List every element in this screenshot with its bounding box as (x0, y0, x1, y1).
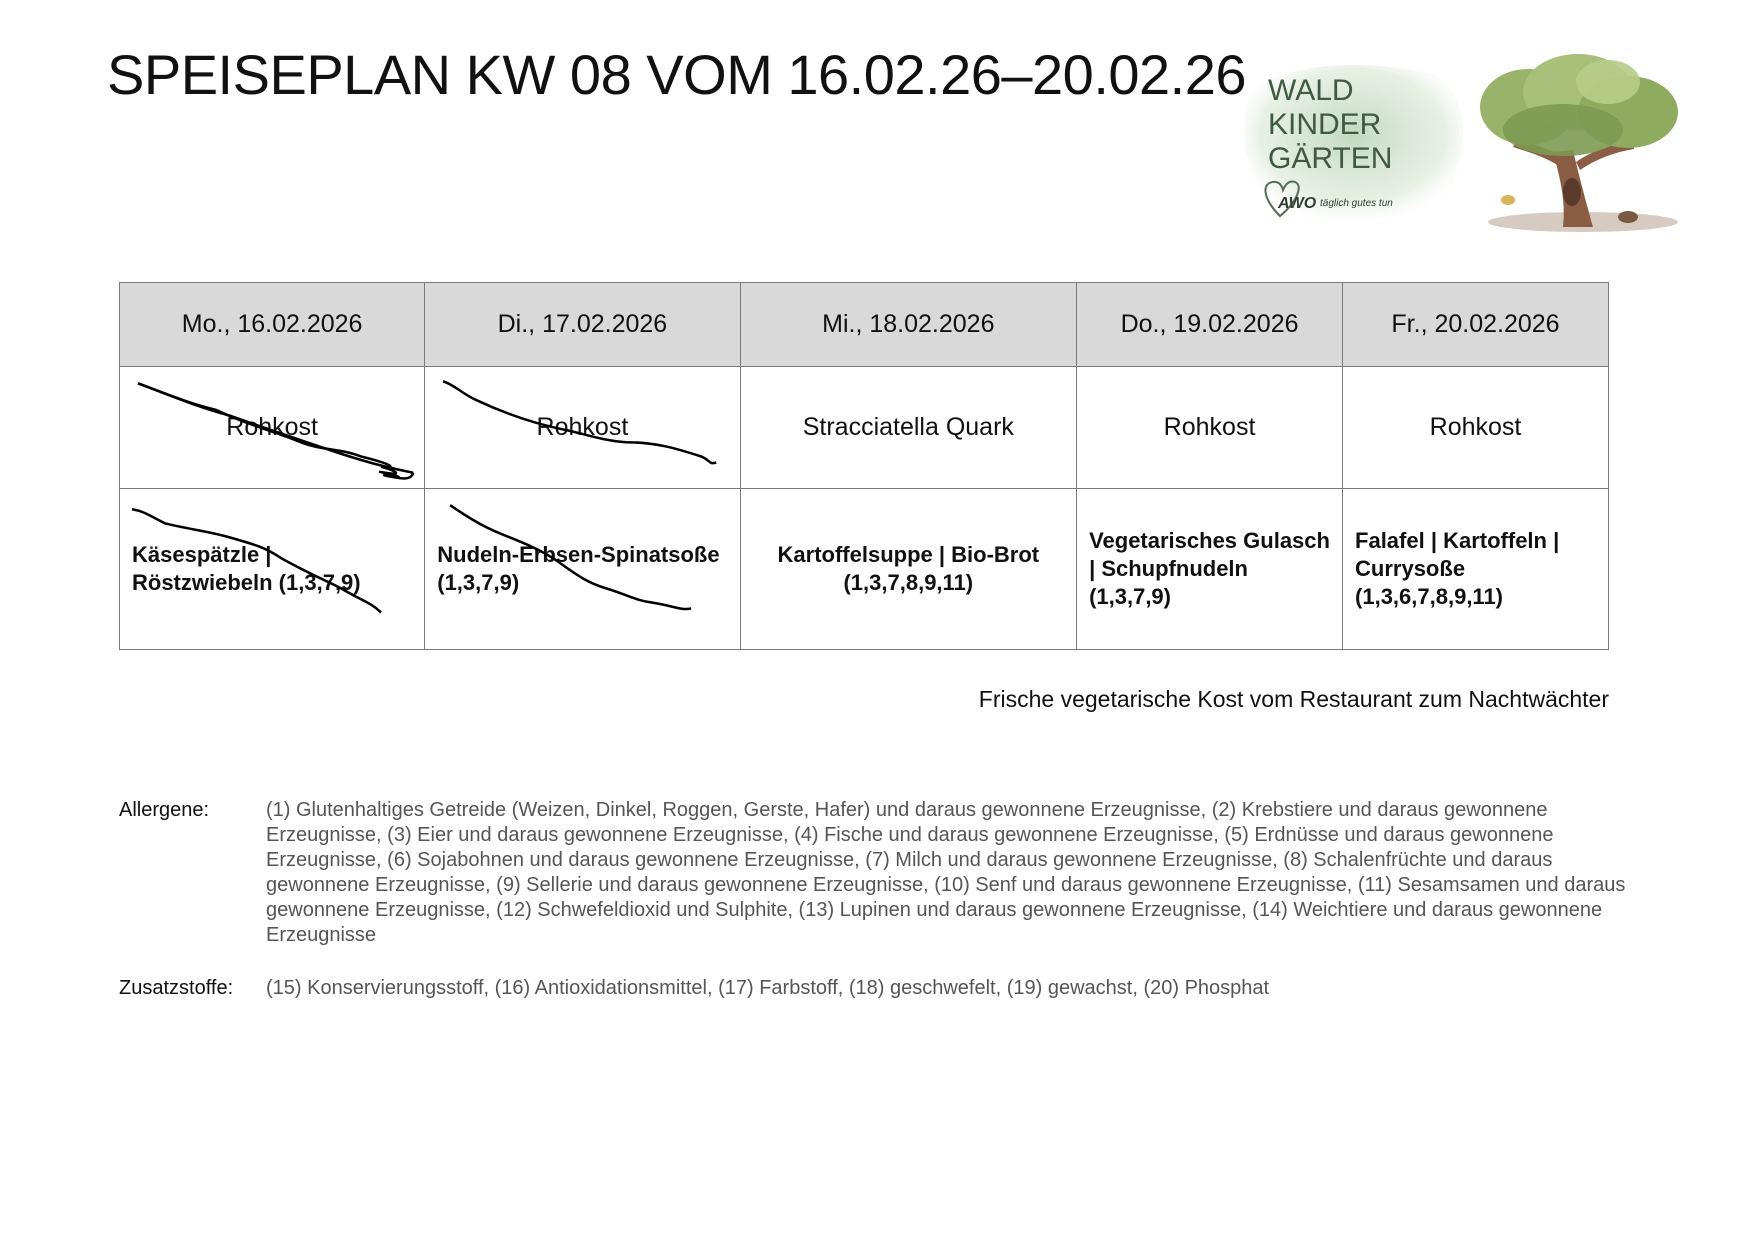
snack-text: Rohkost (1163, 413, 1256, 441)
logo-line-2: KINDER (1268, 108, 1382, 141)
snack-row (120, 367, 1609, 489)
meal-cell (740, 489, 1076, 650)
tree-illustration (1468, 52, 1690, 234)
snack-cell (740, 367, 1076, 489)
snack-cell (425, 367, 740, 489)
day-header: Di., 17.02.2026 (425, 283, 740, 367)
day-header: Mo., 16.02.2026 (120, 283, 425, 367)
snack-text: Rohkost (1429, 413, 1522, 441)
snack-cell (1077, 367, 1343, 489)
date-header-row (120, 283, 1609, 367)
strikethrough-mark (425, 489, 739, 649)
logo-tagline: täglich gutes tun (1320, 198, 1393, 209)
meal-cell (1343, 489, 1609, 650)
additives-text: (15) Konservierungsstoff, (16) Antioxidationsmittel, (17) Farbstoff, (18) geschwefelt, (19) gewachst, (20) Phosphat (266, 977, 1270, 999)
snack-cell (120, 367, 425, 489)
allergens-label: Allergene: (119, 799, 210, 821)
page-title: SPEISEPLAN KW 08 VOM 16.02.26–20.02.26 (107, 43, 1247, 106)
logo-line-1: WALD (1268, 74, 1354, 107)
meal-text: Käsespätzle | Röstzwiebeln (1,3,7,9) (132, 542, 361, 595)
meal-row (120, 489, 1609, 650)
day-header: Fr., 20.02.2026 (1343, 283, 1609, 367)
meal-text: Kartoffelsuppe | Bio-Brot (1,3,7,8,9,11) (777, 542, 1040, 595)
meal-text: Nudeln-Erbsen-Spinatsoße (1,3,7,9) (437, 542, 720, 595)
meal-text: Vegetarisches Gulasch | Schupfnudeln (1,3,7,9) (1089, 528, 1330, 609)
logo-line-3: GÄRTEN (1268, 142, 1393, 175)
meal-cell (120, 489, 425, 650)
waldkindergaerten-logo (1240, 58, 1470, 233)
day-header: Do., 19.02.2026 (1077, 283, 1343, 367)
source-note: Frische vegetarische Kost vom Restaurant zum Nachtwächter (978, 686, 1609, 712)
meal-text: Falafel | Kartoffeln | Currysoße (1,3,6,7,8,9,11) (1355, 528, 1560, 609)
snack-text: Rohkost (226, 413, 318, 441)
menu-table (119, 282, 1609, 650)
snack-text: Rohkost (536, 413, 629, 441)
additives-label: Zusatzstoffe: (119, 977, 234, 999)
logo-brand: AWO (1278, 195, 1317, 212)
strikethrough-mark (120, 489, 424, 649)
day-header: Mi., 18.02.2026 (740, 283, 1076, 367)
snack-cell (1343, 367, 1609, 489)
snack-text: Stracciatella Quark (802, 413, 1014, 441)
meal-cell (425, 489, 740, 650)
meal-cell (1077, 489, 1343, 650)
allergens-text: (1) Glutenhaltiges Getreide (Weizen, Dinkel, Roggen, Gerste, Hafer) und daraus gewonnene Erzeugnisse, (2) Krebstiere und daraus gewonnene Erzeugnisse, (3) Eier und daraus gewonnene Erzeugnisse, (4) Fische und daraus gewonnene Erzeugnisse, (5) Erdnüsse und daraus gewonnene Erzeugnisse, (6) Sojabohnen und daraus gewonnene Erzeugnisse, (7) Milch und daraus gewonnene Erzeugnisse, (8) Schalenfrüchte und daraus gewonnene Erzeugnisse, (9) Sellerie und daraus gewonnene Erzeugnisse, (10) Senf und daraus gewonnene Erzeugnisse, (11) Sesamsamen und daraus gewonnene Erzeugnisse, (12) Schwefeldioxid und Sulphite, (13) Lupinen und daraus gewonnene Erzeugnisse, (14) Weichtiere und daraus gewonnene Erzeugnisse (266, 799, 1626, 946)
